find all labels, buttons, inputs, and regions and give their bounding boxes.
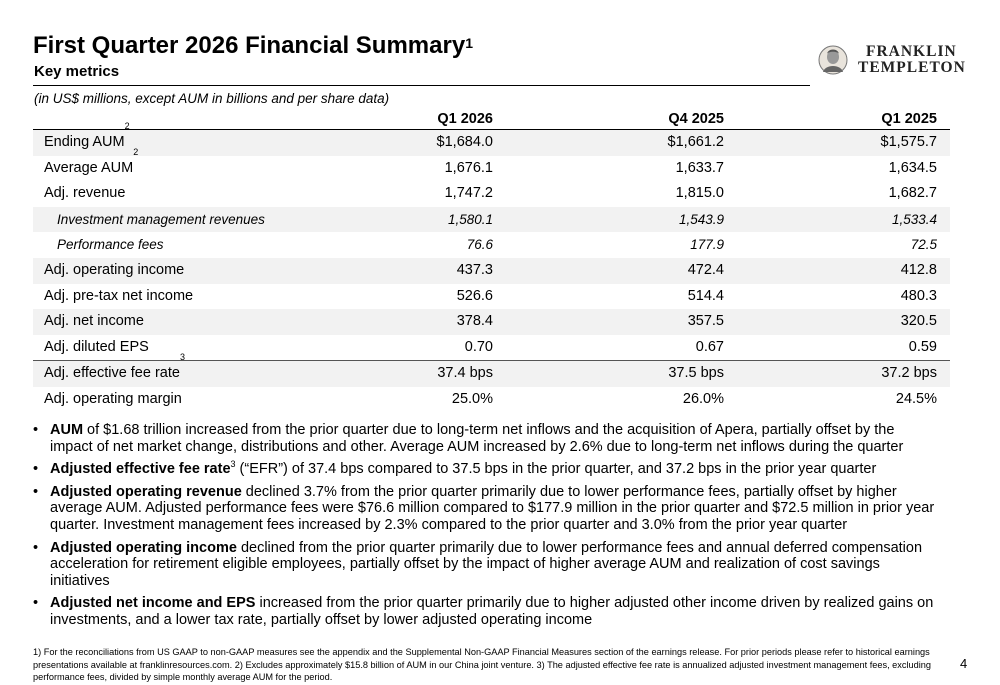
cell-q1-2026: 0.70 (464, 338, 493, 355)
bullet-effective-fee-rate: • Adjusted effective fee rate$^3$ (“EFR”) of 37.4 bps compared to 37.5 bps in the prior quarter, and 37.2 bps in the prior year quarter (33, 461, 938, 478)
cell-q4-2025: 26.0% (682, 390, 724, 407)
table-row-adj-revenue (33, 181, 950, 207)
bullet-operating-income: • Adjusted operating income declined from the prior quarter primarily due to lower performance fees and annual deferred compensation acceleration for retirement eligible employees, partially offset by the impact of higher average AUM and realization of cost savings initiatives (33, 540, 938, 590)
cell-q1-2025: 320.5 (900, 313, 937, 330)
table-row-adj-pre-tax-net-income (33, 284, 950, 310)
cell-q1-2025: 37.2 bps (881, 365, 937, 382)
page-title-text: First Quarter 2026 Financial Summary (33, 32, 466, 59)
cell-q1-2025: 480.3 (900, 287, 937, 304)
row-label: Average AUM$^2$ (44, 146, 139, 176)
bullet-net-income-eps: • Adjusted net income and EPS increased from the prior quarter primarily due to higher adjusted other income driven by realized gains on investments, and a lower tax rate, partially offset by lower adjusted operating income (33, 595, 938, 628)
table-row-adj-effective-fee-rate (33, 352, 950, 387)
row-label: Adj. revenue (44, 185, 126, 202)
table-row-average-aum (33, 146, 950, 182)
key-metrics-table (33, 110, 950, 413)
bullet-aum: • AUM of $1.68 trillion increased from the prior quarter due to long-term net inflows and the acquisition of Apera, partially offset by the impact of net market change, distributions and other. Average AUM increased by 2.6% due to long-term net inflows during the quarter (33, 422, 938, 455)
bullet-operating-revenue: • Adjusted operating revenue declined 3.7% from the prior quarter primarily due to lower performance fees, partially offset by higher average AUM. Adjusted performance fees were $76.6 million compared to $177.9 million in the prior quarter and $72.5 million in prior year quarter. Investment management fees increased by 2.3% compared to the prior quarter and 3.0% from the prior year quarter (33, 484, 938, 534)
row-label: Adj. effective fee rate$^3$ (44, 352, 185, 382)
row-label: Ending AUM$^2$ (44, 121, 130, 150)
franklin-templeton-logo (818, 44, 970, 78)
page-title (33, 31, 473, 61)
cell-q1-2025: 1,682.7 (888, 185, 937, 202)
table-row-adj-net-income (33, 309, 950, 335)
table-row-adj-operating-income (33, 258, 950, 284)
cell-q1-2025: 412.8 (900, 261, 937, 278)
logo-line-1: FRANKLIN (866, 43, 957, 60)
cell-q1-2025: 1,533.4 (891, 211, 937, 227)
row-label: Performance fees (57, 237, 164, 253)
cell-q1-2025: 72.5 (910, 237, 937, 253)
logo-line-2: TEMPLETON (858, 59, 966, 76)
cell-q1-2026: 437.3 (456, 261, 493, 278)
logo-wordmark (858, 44, 966, 76)
row-label: Adj. operating margin (44, 390, 182, 407)
cell-q4-2025: 177.9 (690, 237, 724, 253)
cell-q1-2025: 24.5% (895, 390, 937, 407)
table-row-performance-fees (33, 232, 950, 258)
cell-q1-2026: 526.6 (456, 287, 493, 304)
cell-q4-2025: 514.4 (687, 287, 724, 304)
cell-q1-2026: 25.0% (451, 390, 493, 407)
table-row-investment-management-revenues (33, 207, 950, 233)
cell-q1-2026: 378.4 (456, 313, 493, 330)
column-header-q4-2025: Q4 2025 (668, 111, 724, 127)
footnotes: 1) For the reconciliations from US GAAP to non-GAAP measures see the appendix and the Supplemental Non-GAAP Financial Measures section of the earnings release. For prior periods please refer to historical earnings presentations available at franklinresources.com. 2) Excludes approximately $15.8 billion of AUM in our China joint venture. 3) The adjusted effective fee rate is annualized adjusted investment management fees, excluding performance fees, divided by simple monthly average AUM for the period. (33, 647, 931, 683)
cell-q1-2026: 76.6 (466, 237, 493, 253)
table-row-ending-aum (33, 121, 950, 156)
cell-q4-2025: 0.67 (695, 338, 724, 355)
cell-q1-2026: 37.4 bps (437, 365, 493, 382)
row-label: Adj. net income (44, 313, 144, 330)
cell-q1-2026: 1,580.1 (447, 211, 493, 227)
row-label: Adj. pre-tax net income (44, 287, 194, 304)
row-label: Investment management revenues (57, 211, 265, 227)
table-row-adj-operating-margin (33, 387, 950, 413)
table-row-adj-diluted-eps (33, 335, 950, 361)
cell-q4-2025: $1,661.2 (667, 134, 724, 150)
column-header-q1-2026: Q1 2026 (437, 111, 493, 127)
cell-q4-2025: 37.5 bps (668, 365, 724, 382)
title-footnote-ref: 1 (465, 35, 473, 51)
cell-q1-2025: $1,575.7 (880, 134, 937, 150)
cell-q1-2026: 1,747.2 (444, 185, 493, 202)
benjamin-franklin-portrait-icon (818, 45, 848, 75)
cell-q1-2026: 1,676.1 (444, 159, 493, 176)
page-subtitle: Key metrics (34, 63, 120, 80)
units-note: (in US$ millions, except AUM in billions and per share data) (34, 91, 390, 106)
row-label: Adj. diluted EPS (44, 338, 149, 355)
cell-q1-2025: 1,634.5 (888, 159, 937, 176)
cell-q1-2025: 0.59 (908, 338, 937, 355)
cell-q4-2025: 1,543.9 (678, 211, 724, 227)
commentary-bullets (33, 422, 938, 635)
cell-q4-2025: 1,633.7 (675, 159, 724, 176)
cell-q1-2026: $1,684.0 (436, 134, 493, 150)
cell-q4-2025: 1,815.0 (675, 185, 724, 202)
column-header-q1-2025: Q1 2025 (881, 111, 937, 127)
title-divider (33, 85, 810, 86)
row-label: Adj. operating income (44, 261, 185, 278)
page-number: 4 (960, 656, 968, 671)
cell-q4-2025: 472.4 (687, 261, 724, 278)
table-header-row (33, 110, 950, 130)
cell-q4-2025: 357.5 (687, 313, 724, 330)
